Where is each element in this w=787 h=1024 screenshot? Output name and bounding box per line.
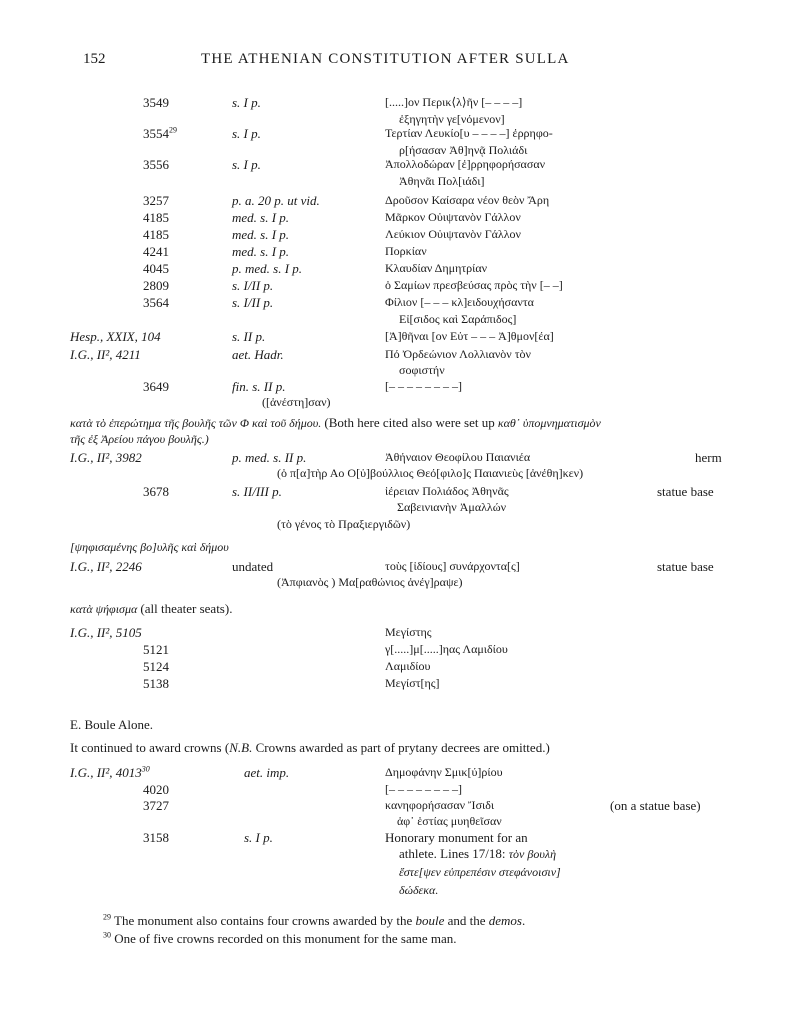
seat-ref: 5138: [143, 676, 169, 691]
paragraph-3: [70, 602, 232, 616]
para3-english: (all theater seats).: [140, 601, 233, 616]
row-ref-text: 3564: [143, 295, 169, 310]
b3-text: τοὺς [ἰδίους] συνάρχοντα[ς]: [385, 559, 520, 573]
row-text-continuation: σοφιστήν: [399, 363, 445, 377]
row-text: Φίλιον [– – – κλ]ειδουχήσαντα: [385, 295, 534, 309]
row-text: ὁ Σαμίων πρεσβεύσας πρὸς τὴν [– –]: [385, 278, 563, 292]
para1-greek: κατὰ τὸ ἐπερώτημα τῆς βουλῆς τῶν Φ καὶ τοῦ δήμου.: [70, 416, 322, 430]
row-date: p. a. 20 p. ut vid.: [232, 193, 320, 208]
row-ref: [143, 158, 169, 171]
fn30-text: One of five crowns recorded on this monument for the same man.: [114, 931, 457, 946]
athlete-greek: τὸν βουλὴ: [508, 847, 557, 861]
row-ref-text: 3257: [143, 193, 169, 208]
fn29-mid: and the: [444, 913, 489, 928]
row-text-continuation: ἐξηγητὴν γε[νόμενον]: [399, 112, 505, 126]
e-row-date: s. I p.: [244, 830, 273, 845]
row-date: med. s. I p.: [232, 244, 290, 259]
e-row-ref-text: 3158: [143, 830, 169, 845]
row-text: Πορκίαν: [385, 244, 427, 258]
footnote-30: [103, 932, 456, 945]
seat-ref: I.G., II², 5105: [70, 625, 142, 640]
section-e-line3: ἔστε[ψεν εὐπρεπέσιν στεφάνοισιν]: [399, 865, 561, 879]
b2-date1: p. med. s. II p.: [232, 450, 307, 465]
fn29-em2: demos: [488, 913, 522, 928]
row-text: Τερτίαν Λευκίο[υ – – – –] ἐρρηφο-: [385, 126, 553, 140]
b2-ref2: 3678: [143, 484, 169, 499]
row-text: Λεύκιον Οὐιψτανὸν Γάλλον: [385, 227, 521, 241]
row-date: med. s. I p.: [232, 210, 290, 225]
e-row-ref: [70, 766, 150, 779]
row-date: s. I/II p.: [232, 278, 274, 293]
b2-date2: s. II/III p.: [232, 484, 282, 499]
intro-post: Crowns awarded as part of prytany decrees are omitted.): [252, 740, 550, 755]
row-ref: [70, 330, 161, 343]
b2-sub1: (ὁ π[α]τὴρ Αο Ο[ὐ]βούλλιος Θεό[φιλο]ς Παιανιεὺς [ἀνέθη]κεν): [277, 466, 584, 480]
intro-pre: It continued to award crowns (: [70, 740, 230, 755]
footnote-marker: 29: [169, 125, 177, 135]
row-date: s. I p.: [232, 157, 261, 172]
footnote-marker: 30: [141, 764, 150, 774]
e-row-ref-text: 4020: [143, 782, 169, 797]
row-ref-text: 3554: [143, 126, 169, 141]
athlete-text: athlete. Lines 17/18:: [399, 846, 506, 861]
row-text: [.....]ον Περικ⟨λ⟩ῆν [– – – –]: [385, 95, 523, 109]
row-ref: [143, 228, 169, 241]
row-ref-text: 2809: [143, 278, 169, 293]
e-row-ref-text: I.G., II², 4013: [70, 765, 142, 780]
e-row-ref-text: 3727: [143, 798, 169, 813]
seat-text: Μεγίστ[ης]: [385, 676, 440, 690]
e-row-text-continuation: ἀφ᾿ ἑστίας μυηθεῖσαν: [397, 814, 502, 828]
e-row-date: aet. imp.: [244, 765, 290, 780]
row-date: aet. Hadr.: [232, 347, 284, 362]
row-date: s. I p.: [232, 126, 261, 141]
footnote-30-mark: 30: [103, 930, 111, 940]
athlete-line: [399, 847, 556, 860]
row-date: p. med. s. I p.: [232, 261, 303, 276]
running-title: THE ATHENIAN CONSTITUTION AFTER SULLA: [201, 51, 570, 67]
b3-sub: (Ἀπφιανὸς ) Μα[ραθώνιος ἀνέγ]ραψε): [277, 575, 463, 589]
row-ref: [143, 262, 169, 275]
row-text-continuation: ρ[ήσασαν Ἀθ]ηνᾷ Πολιάδι: [399, 143, 528, 157]
row-date: med. s. I p.: [232, 227, 290, 242]
b2-text2b: Σαβεινιανὴν Ἀμαλλών: [397, 500, 507, 514]
row-ref-text: 3556: [143, 157, 169, 172]
intro-nb: N.B.: [229, 740, 253, 755]
e-row-text: κανηφορήσασαν Ἴσιδι: [385, 798, 495, 812]
paragraph-2: [ψηφισαμένης βο]υλῆς καὶ δήμου: [70, 540, 229, 554]
row-ref: [143, 194, 169, 207]
para1-line2: τῆς ἐξ Ἀρείου πάγου βουλῆς.): [70, 432, 209, 446]
row-date: s. I/II p.: [232, 295, 274, 310]
b3-ref: I.G., II², 2246: [70, 559, 142, 574]
row-ref: [70, 348, 141, 361]
row-ref-text: Hesp., XXIX, 104: [70, 329, 161, 344]
row-text-continuation: Εἰ[σιδος καὶ Σαράπιδος]: [399, 312, 517, 326]
page-number: 152: [83, 51, 106, 67]
row-ref: [143, 211, 169, 224]
e-row-text: Honorary monument for an: [385, 830, 528, 845]
row-ref-text: I.G., II², 4211: [70, 347, 141, 362]
row-ref: [143, 245, 169, 258]
e-row-text: Δημοφάνην Σμικ[ύ]ρίου: [385, 765, 503, 779]
b2-note2: statue base: [657, 484, 714, 499]
footnote-29-mark: 29: [103, 912, 111, 922]
section-e-heading: E. Boule Alone.: [70, 717, 154, 732]
row-date: s. I p.: [232, 95, 261, 110]
row-ref-text: 4045: [143, 261, 169, 276]
row-ref-text: 4185: [143, 227, 169, 242]
b2-ref1: I.G., II², 3982: [70, 450, 142, 465]
e-row-ref: [143, 799, 169, 812]
row-ref: [143, 279, 169, 292]
row-text-continuation: Ἀθηνᾶι Πολ[ιάδι]: [399, 174, 485, 188]
fn29-pre: The monument also contains four crowns awarded by the: [114, 913, 416, 928]
footnote-29: [103, 914, 525, 927]
row-ref: [143, 296, 169, 309]
row-ref-text: 4185: [143, 210, 169, 225]
row-text: Κλαυδίαν Δημητρίαν: [385, 261, 488, 275]
fn29-post: .: [521, 913, 526, 928]
row-restoration: ([ἀνέστη]σαν): [262, 395, 331, 409]
b2-sub2: (τὸ γένος τὸ Πραξιεργιδῶν): [277, 517, 411, 531]
row-ref: [143, 127, 177, 140]
seat-text: γ[.....]μ[.....]ηας Λαμιδίου: [385, 642, 508, 656]
row-ref-text: 4241: [143, 244, 169, 259]
e-row-text: [– – – – – – – –]: [385, 782, 462, 796]
para1-english: (Both here cited also were set up: [324, 415, 495, 430]
b2-note1: herm: [695, 450, 722, 465]
seat-text: Μεγίστης: [385, 625, 432, 639]
seat-ref: 5124: [143, 659, 169, 674]
row-ref: [143, 380, 169, 393]
section-e-line4: δώδεκα.: [399, 883, 439, 897]
row-text: [Ἀ]θῆναι [ον Εὐτ – – – Ἀ]θμον[έα]: [385, 329, 554, 343]
paragraph-1: [70, 416, 601, 430]
e-row-ref: [143, 783, 169, 796]
b2-text2: ἱέρειαν Πολιάδος Ἀθηνᾶς: [385, 484, 509, 498]
para3-greek: κατὰ ψήφισμα: [70, 602, 138, 616]
b3-date: undated: [232, 559, 274, 574]
row-ref-text: 3649: [143, 379, 169, 394]
row-date: s. II p.: [232, 329, 266, 344]
seat-ref: 5121: [143, 642, 169, 657]
para1-greek-2: καθ᾿ ὑπομνηματισμὸν: [497, 416, 601, 430]
row-ref-text: 3549: [143, 95, 169, 110]
row-text: Μᾶρκον Οὐιψτανὸν Γάλλον: [385, 210, 521, 224]
b3-note: statue base: [657, 559, 714, 574]
row-text: Ἀπολλοδώραν [ἐ]ρρηφορήσασαν: [385, 157, 546, 171]
e-row-ref: [143, 831, 169, 844]
e-row-note: (on a statue base): [610, 798, 701, 813]
seat-text: Λαμιδίου: [385, 659, 431, 673]
fn29-em1: boule: [415, 913, 445, 928]
row-text: Δροῦσον Καίσαρα νέον θεὸν Ἄρη: [385, 193, 550, 207]
row-text: [– – – – – – – –]: [385, 379, 462, 393]
section-e-intro: [70, 741, 550, 754]
row-text: Πό Ὀρδεώνιον Λολλιανὸν τὸν: [385, 347, 531, 361]
b2-text1: Ἀθήναιον Θεοφίλου Παιανιέα: [385, 450, 531, 464]
row-date: fin. s. II p.: [232, 379, 286, 394]
row-ref: [143, 96, 169, 109]
